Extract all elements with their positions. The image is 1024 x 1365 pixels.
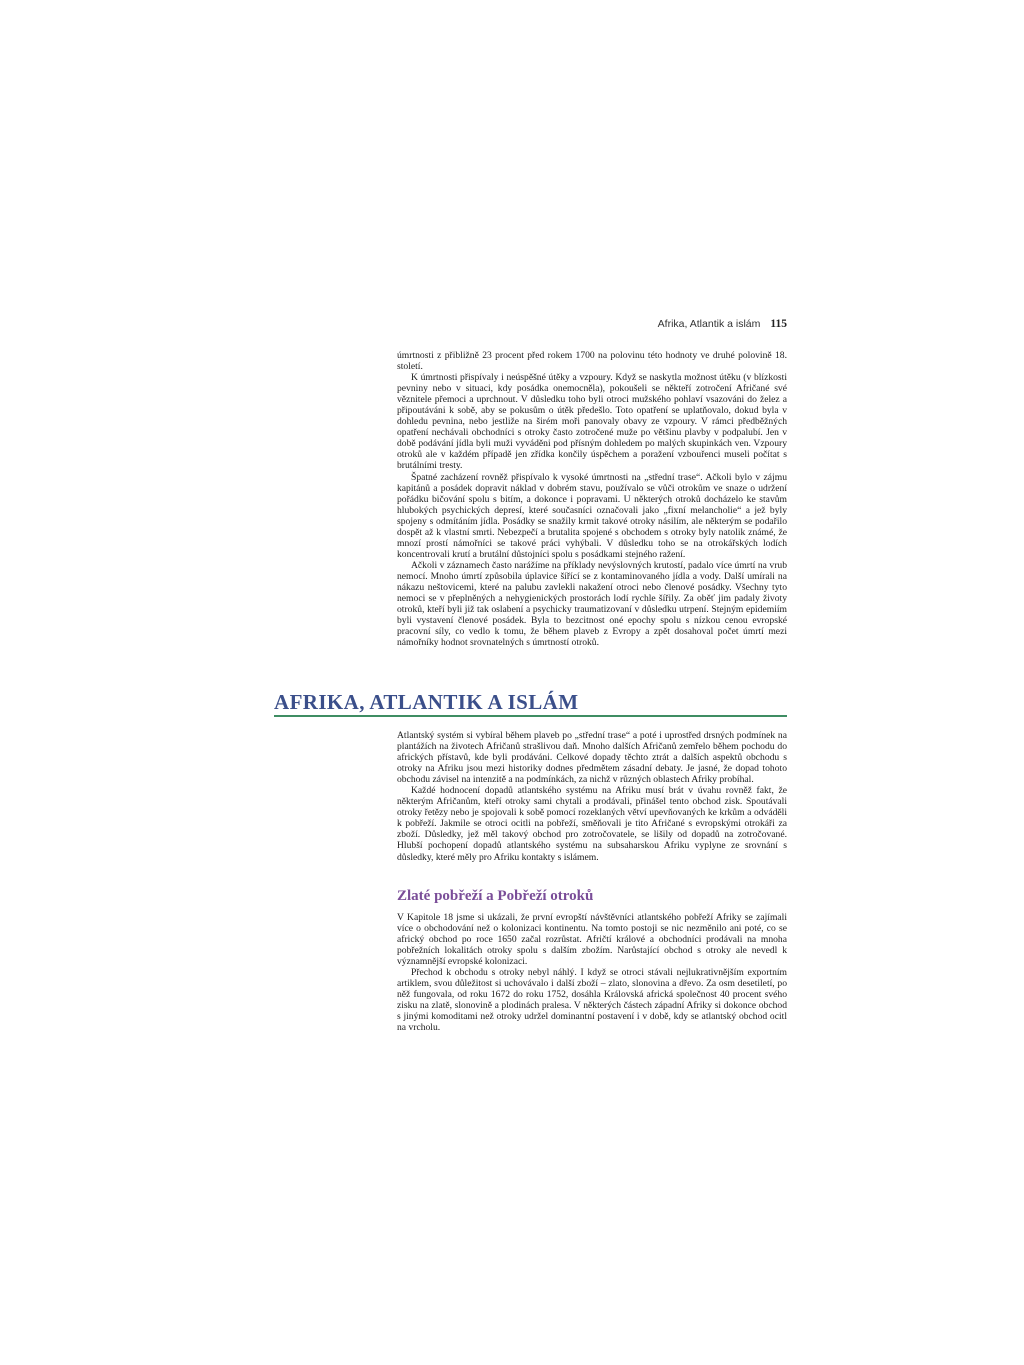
chapter-title-rule (274, 715, 787, 717)
running-head (658, 318, 787, 330)
section-title: Zlaté pobřeží a Pobřeží otroků (397, 888, 594, 904)
paragraph: úmrtnosti z přibližně 23 procent před rokem 1700 na polovinu této hodnoty ve druhé polovině 18. století. (397, 350, 787, 373)
paragraph: V Kapitole 18 jsme si ukázali, že první evropští návštěvníci atlantského pobřeží Afriky se zajímali více o obchodování než o kolonizaci kontinentu. Na tomto postoji se nic nezměnilo ani poté, co se africký obchod po roce 1650 začal rozrůstat. Afričtí králové a obchodníci prodávali na mnoha pobřežních lokalitách otroky spolu s dalším zbožím. Narůstající obchod s otroky ale nevedl k významnější evropské kolonizaci. (397, 912, 787, 968)
paragraph: Špatné zacházení rovněž přispívalo k vysoké úmrtnosti na „střední trase“. Ačkoli bylo v zájmu kapitánů a posádek dopravit náklad v dobrém stavu, používalo se vůči otrokům ve snaze o udržení pořádku bičování spolu s bitím, a dokonce i popravami. U některých otroků docházelo ke stavům hlubokých psychických depresí, které současníci označovali jako „fixní melancholie“ a jež byly spojeny s odmítáním jídla. Posádky se snažily krmit takové otroky násilím, ale některým se podařilo dospět až k vlastní smrti. Nebezpečí a brutalita spojené s obchodem s otroky byly natolik známé, že mnozí prostí námořníci se takové práci vyhýbali. V důsledku toho se na otrokářských lodích koncentrovali krutí a brutální důstojníci spolu s posádkami stejného ražení. (397, 471, 787, 560)
section-text-block (397, 912, 787, 1034)
paragraph: K úmrtnosti přispívaly i neúspěšné útěky a vzpoury. Když se naskytla možnost útěku (v blízkosti pevniny nebo v situaci, kdy posádka onemocněla), pokoušeli se někteří zotročení Afričané své věznitele přemoci a uprchnout. V důsledku toho byli otroci mužského pohlaví vsazováni do želez a připoutáváni k sobě, aby se pokusům o útěk předešlo. Toto opatření se uplatňovalo, dokud byla v dohledu pevnina, nebo jestliže na širém moři panovaly obavy ze vzpoury. V rámci předběžných opatření nechávali obchodníci s otroky často zotročené muže po většinu plavby v podpalubí. Jen v době podávání jídla byli muži vyváděni pod přísným dohledem po malých skupinkách ven. Vzpoury otroků ale v každém případě jen zřídka končily úspěchem a poražení vzbouřenci museli počítat s brutálními tresty. (397, 372, 787, 472)
paragraph: Přechod k obchodu s otroky nebyl náhlý. I když se otroci stávali nejlukrativnějším exportním artiklem, svou důležitost si uchovávalo i další zboží – zlato, slonovina a dřevo. Za osm desetiletí, po něž fungovala, od roku 1672 do roku 1752, dosáhla Královská africká společnost 40 procent svého zisku na zlatě, slonovině a plodinách pralesa. V některých částech západní Afriky si dokonce obchod s jinými komoditami než otroky udržel dominantní postavení i v době, kdy se atlantský obchod ocitl na vrcholu. (397, 967, 787, 1034)
paragraph: Atlantský systém si vybíral během plaveb po „střední trase“ a poté i uprostřed drsných podmínek na plantážích na životech Afričanů strašlivou daň. Mnoho dalších Afričanů zemřelo během pochodu do afrických přístavů, kde byli prodáváni. Celkové dopady těchto ztrát a dalších aspektů obchodu s otroky na Afriku jsou mezi historiky dodnes předmětem zásadní debaty. Je jasné, že dopad tohoto obchodu závisel na intenzitě a na podmínkách, za nichž v různých oblastech Afriky probíhal. (397, 730, 787, 786)
intro-text-block (397, 350, 787, 648)
paragraph: Ačkoli v záznamech často narážíme na příklady nevýslovných krutostí, padalo více úmrtí na vrub nemocí. Mnoho úmrtí způsobila úplavice šířící se z kontaminovaného jídla a vody. Další umírali na nákazu neštovicemi, které na palubu zavlekli nakažení otroci nebo členové posádky. Všechny tyto nemoci se v přeplněných a nehygienických prostorách lodí rychle šířily. Za oběť jim padaly životy otroků, kteří byli již tak oslabení a psychicky traumatizovaní v důsledku utrpení. Stejným epidemiím byli vystavení členové posádek. Byla to bezcitnost oné epochy spolu s nízkou cenou evropské pracovní síly, co vedlo k tomu, že během plaveb z Evropy a zpět dosahoval počet úmrtí mezi námořníky hodnot srovnatelných s úmrtností otroků. (397, 559, 787, 649)
chapter-title: AFRIKA, ATLANTIK A ISLÁM (274, 690, 579, 714)
page-number: 115 (770, 318, 787, 330)
running-title: Afrika, Atlantik a islám (657, 318, 761, 330)
paragraph: Každé hodnocení dopadů atlantského systému na Afriku musí brát v úvahu rovněž fakt, že některým Afričanům, kteří otroky sami chytali a prodávali, přinášel tento obchod zisk. Spoutávali otroky řetězy nebo je spojovali k sobě pomocí rozeklaných větví upevňovaných ke krkům a odváděli k pobřeží. Jakmile se otroci ocitli na pobřeží, směňovali je tito Afričané s evropskými otrokáři za zboží. Důsledky, jež měl takový obchod pro zotročovatele, se lišily od dopadů na zotročované. Hlubší pochopení dopadů atlantského systému na subsaharskou Afriku vyplyne ze srovnání s důsledky, které měly pro Afriku kontakty s islámem. (397, 785, 787, 863)
chapter-text-block (397, 730, 787, 863)
